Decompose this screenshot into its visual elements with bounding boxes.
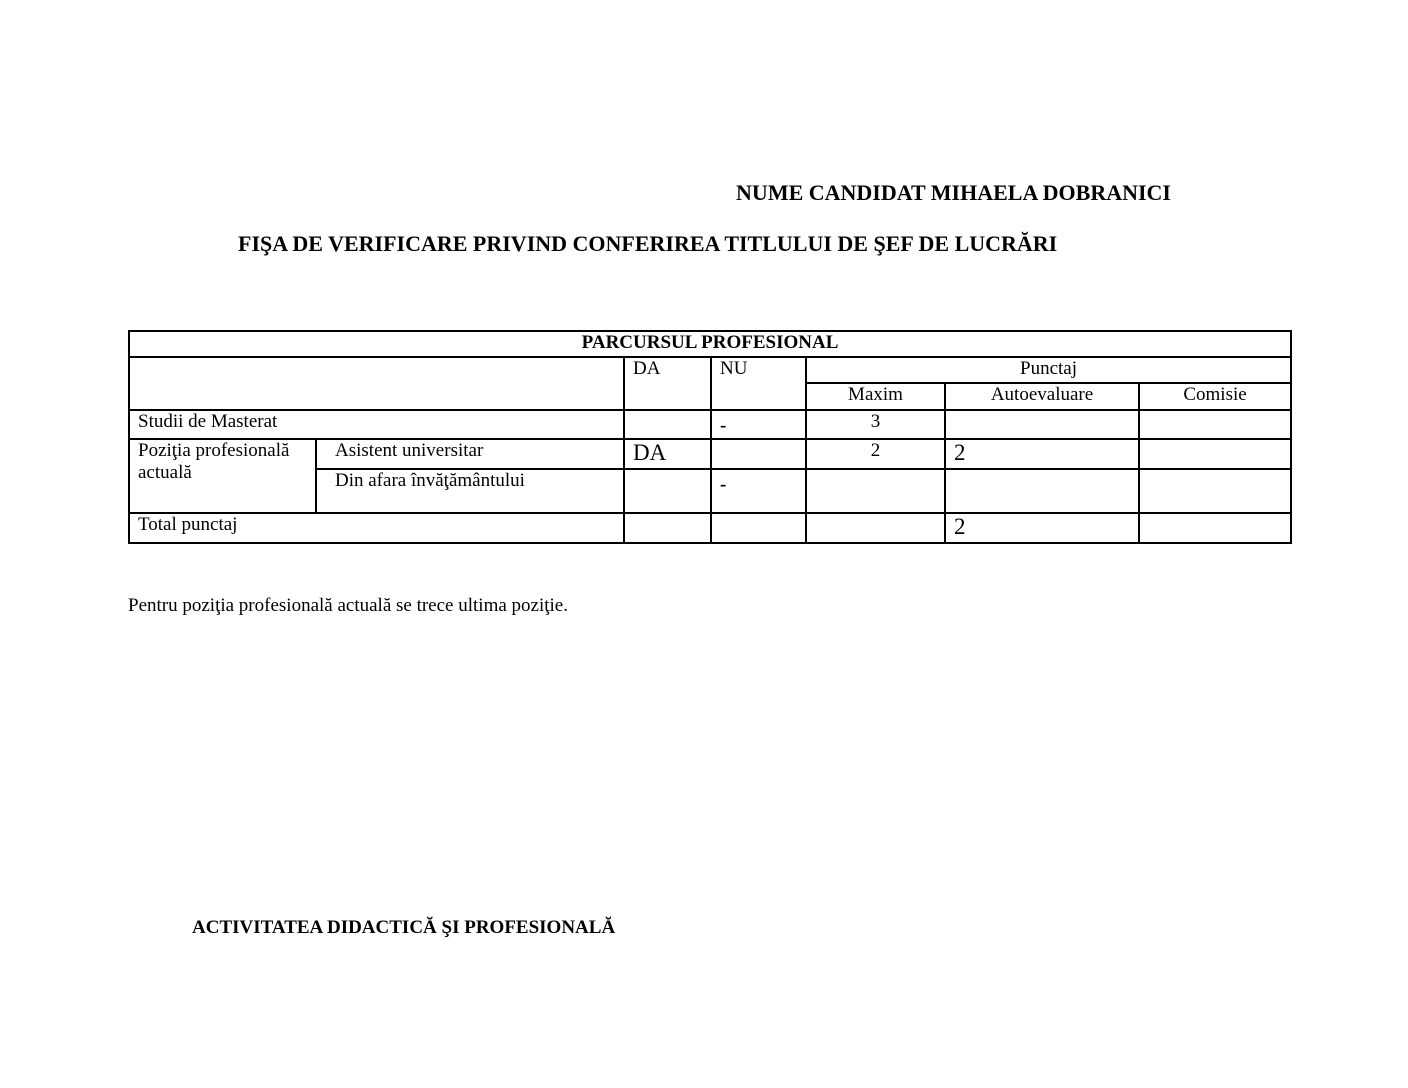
section-heading: ACTIVITATEA DIDACTICĂ ŞI PROFESIONALĂ [192,917,616,938]
empty-header-cell [129,357,624,410]
cell-comisie [1139,469,1291,513]
professional-path-table [128,330,1292,544]
row-label: Asistent universitar [316,439,624,469]
candidate-title: NUME CANDIDAT MIHAELA DOBRANICI [736,180,1171,205]
header-nu: NU [711,357,806,410]
row-group-label: Poziţia profesională actuală [129,439,316,513]
cell-da: DA [624,439,711,469]
cell-maxim: 2 [806,439,945,469]
cell-maxim [806,469,945,513]
cell-da [624,469,711,513]
table-row [129,439,1291,469]
header-autoevaluare: Autoevaluare [945,383,1139,410]
cell-nu: - [711,469,806,513]
cell-comisie [1139,513,1291,543]
header-maxim: Maxim [806,383,945,410]
cell-maxim: 3 [806,410,945,439]
cell-da [624,410,711,439]
note-text: Pentru poziţia profesională actuală se trece ultima poziţie. [128,595,568,616]
cell-nu: - [711,410,806,439]
header-da: DA [624,357,711,410]
section-header: PARCURSUL PROFESIONAL [129,331,1291,357]
form-title: FIŞA DE VERIFICARE PRIVIND CONFERIREA TITLULUI DE ŞEF DE LUCRĂRI [238,231,1058,256]
cell-comisie [1139,410,1291,439]
header-punctaj: Punctaj [806,357,1291,383]
row-label: Studii de Masterat [129,410,624,439]
cell-da [624,513,711,543]
table-row [129,410,1291,439]
cell-comisie [1139,439,1291,469]
cell-nu [711,513,806,543]
cell-maxim [806,513,945,543]
cell-nu [711,439,806,469]
row-label: Din afara învăţământului [316,469,624,513]
cell-autoevaluare [945,410,1139,439]
header-comisie: Comisie [1139,383,1291,410]
table-row [129,513,1291,543]
cell-autoevaluare [945,469,1139,513]
row-label: Total punctaj [129,513,624,543]
cell-autoevaluare: 2 [945,439,1139,469]
cell-autoevaluare: 2 [945,513,1139,543]
